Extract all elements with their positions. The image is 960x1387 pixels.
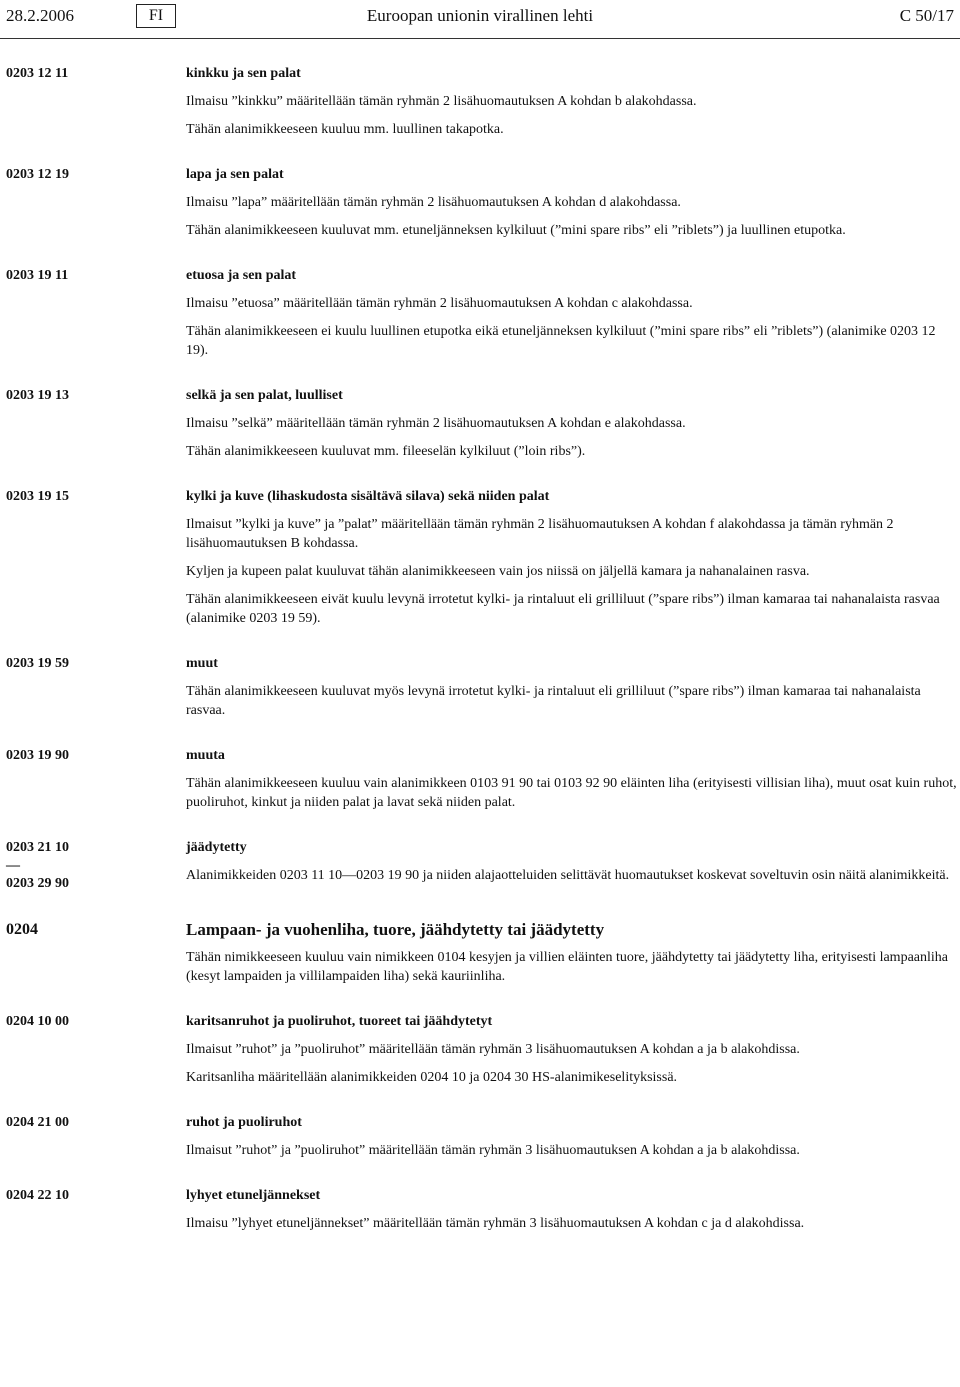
- entry-paragraph: Karitsanliha määritellään alanimikkeiden 0204 10 ja 0204 30 HS-alanimikeselityksissä.: [186, 1070, 678, 1085]
- entry-heading: etuosa ja sen palat: [186, 268, 297, 283]
- tariff-code: [0, 266, 186, 360]
- tariff-code-number: 0203 19 59: [6, 656, 69, 671]
- language-code-box: FI: [136, 4, 176, 28]
- entry-body: [186, 838, 960, 894]
- tariff-code: [0, 1186, 186, 1233]
- entry-paragraph: Ilmaisu ”selkä” määritellään tämän ryhmän 2 lisähuomautuksen A kohdan e alakohdassa.: [186, 416, 686, 431]
- tariff-code: [0, 920, 186, 986]
- entry-body: [186, 654, 960, 720]
- entry-body: [186, 1012, 960, 1087]
- entry-body: [186, 386, 960, 461]
- tariff-entry: [0, 386, 960, 461]
- tariff-code: [0, 386, 186, 461]
- publication-date: 28.2.2006: [6, 6, 74, 25]
- tariff-entry: [0, 920, 960, 986]
- tariff-code-number: 0203 21 10: [6, 840, 69, 855]
- entry-paragraph: Tähän alanimikkeeseen kuuluvat mm. etuneljänneksen kylkiluut (”mini spare ribs” eli ”riblets”) ja luullinen etupotka.: [186, 223, 846, 238]
- page-reference: C 50/17: [899, 6, 954, 25]
- entry-body: [186, 165, 960, 240]
- journal-title: Euroopan unionin virallinen lehti: [366, 6, 594, 25]
- tariff-entry: [0, 1012, 960, 1087]
- tariff-code-number: 0203 12 19: [6, 167, 69, 182]
- tariff-entry: [0, 1186, 960, 1233]
- entry-heading: ruhot ja puoliruhot: [186, 1115, 302, 1130]
- tariff-code: [0, 1012, 186, 1087]
- entry-paragraph: Ilmaisu ”etuosa” määritellään tämän ryhmän 2 lisähuomautuksen A kohdan c alakohdassa.: [186, 296, 693, 311]
- entry-heading: lapa ja sen palat: [186, 167, 284, 182]
- entry-paragraph: Tähän alanimikkeeseen kuuluu mm. luullinen takapotka.: [186, 122, 504, 137]
- tariff-entry: [0, 165, 960, 240]
- tariff-code-number: 0203 19 90: [6, 748, 69, 763]
- tariff-code-number: 0204 10 00: [6, 1014, 69, 1029]
- entry-paragraph: Ilmaisu ”lapa” määritellään tämän ryhmän 2 lisähuomautuksen A kohdan d alakohdassa.: [186, 195, 681, 210]
- entry-paragraph: Ilmaisu ”kinkku” määritellään tämän ryhmän 2 lisähuomautuksen A kohdan b alakohdassa.: [186, 94, 697, 109]
- entry-heading: karitsanruhot ja puoliruhot, tuoreet tai jäähdytetyt: [186, 1014, 493, 1029]
- tariff-code: [0, 64, 186, 139]
- header-rule: [0, 38, 960, 39]
- page-header: [0, 0, 960, 34]
- tariff-code-number: 0203 19 13: [6, 388, 69, 403]
- tariff-code: [0, 1113, 186, 1160]
- tariff-code: [0, 487, 186, 628]
- tariff-code-range-end: 0203 29 90: [6, 876, 69, 891]
- entry-body: [186, 64, 960, 139]
- tariff-code-number: 0204: [6, 921, 38, 938]
- tariff-entry: [0, 266, 960, 360]
- entry-paragraph: Ilmaisut ”ruhot” ja ”puoliruhot” määritellään tämän ryhmän 3 lisähuomautuksen A kohdan a ja b alakohdissa.: [186, 1143, 800, 1158]
- entry-heading: muuta: [186, 748, 225, 763]
- entry-heading: kylki ja kuve (lihaskudosta sisältävä silava) sekä niiden palat: [186, 489, 550, 504]
- tariff-code: [0, 746, 186, 812]
- entry-body: [186, 266, 960, 360]
- tariff-code: [0, 165, 186, 240]
- entry-heading: kinkku ja sen palat: [186, 66, 301, 81]
- tariff-entry: [0, 1113, 960, 1160]
- entry-paragraph: Ilmaisut ”ruhot” ja ”puoliruhot” määritellään tämän ryhmän 3 lisähuomautuksen A kohdan a ja b alakohdissa.: [186, 1042, 800, 1057]
- entry-paragraph: Ilmaisu ”lyhyet etuneljännekset” määritellään tämän ryhmän 3 lisähuomautuksen A kohdan c ja d alakohdissa.: [186, 1216, 805, 1231]
- entry-paragraph: Tähän alanimikkeeseen ei kuulu luullinen etupotka eikä etuneljänneksen kylkiluut (”mini spare ribs” eli ”riblets”) (alanimike 0203 12 19).: [186, 324, 936, 358]
- tariff-code: [0, 654, 186, 720]
- entry-paragraph: Tähän nimikkeeseen kuuluu vain nimikkeen 0104 kesyjen ja villien eläinten tuore, jäähdytetty tai jäädytetty liha, erityisesti lampaanliha (kesyt lampaiden ja villilampaiden liha) sekä kauriinliha.: [186, 950, 948, 984]
- entry-paragraph: Tähän alanimikkeeseen kuuluvat myös levynä irrotetut kylki- ja rintaluut eli grilliluut (”spare ribs”) ilman kamaraa tai nahanalaista rasvaa.: [186, 684, 921, 718]
- tariff-code-number: 0203 12 11: [6, 66, 69, 81]
- entry-heading: muut: [186, 656, 218, 671]
- tariff-entry: [0, 746, 960, 812]
- entry-body: [186, 746, 960, 812]
- entry-body: [186, 1186, 960, 1233]
- tariff-code-number: 0203 19 15: [6, 489, 69, 504]
- entry-paragraph: Alanimikkeiden 0203 11 10—0203 19 90 ja niiden alajaotteluiden selittävät huomautukset koskevat soveltuvin osin näitä alanimikkeitä.: [186, 868, 950, 883]
- tariff-entry: [0, 654, 960, 720]
- tariff-code-number: 0203 19 11: [6, 268, 69, 283]
- tariff-code-range-dash: —: [6, 858, 20, 873]
- tariff-code-number: 0204 22 10: [6, 1188, 69, 1203]
- tariff-entry: [0, 64, 960, 139]
- entry-paragraph: Tähän alanimikkeeseen kuuluu vain alanimikkeen 0103 91 90 tai 0103 92 90 eläinten liha (erityisesti villisian liha), muut osat kuin ruhot, puoliruhot, kinkut ja niiden palat ja lavat sekä niiden palat.: [186, 776, 957, 810]
- entry-paragraph: Tähän alanimikkeeseen kuuluvat mm. fileeselän kylkiluut (”loin ribs”).: [186, 444, 586, 459]
- entry-heading: selkä ja sen palat, luulliset: [186, 388, 343, 403]
- entry-paragraph: Kyljen ja kupeen palat kuuluvat tähän alanimikkeeseen vain jos niissä on jäljellä kamara ja nahanalainen rasva.: [186, 564, 810, 579]
- tariff-entry: [0, 838, 960, 894]
- explanatory-notes: [0, 64, 960, 1259]
- entry-body: [186, 1113, 960, 1160]
- entry-body: [186, 487, 960, 628]
- tariff-code-number: 0204 21 00: [6, 1115, 69, 1130]
- entry-paragraph: Tähän alanimikkeeseen eivät kuulu levynä irrotetut kylki- ja rintaluut eli grilliluut (”spare ribs”) ilman kamaraa tai nahanalaista rasvaa (alanimike 0203 19 59).: [186, 592, 940, 626]
- entry-paragraph: Ilmaisut ”kylki ja kuve” ja ”palat” määritellään tämän ryhmän 2 lisähuomautuksen A kohdan f alakohdassa ja tämän ryhmän 2 lisähuomautuksen B kohdassa.: [186, 517, 894, 551]
- tariff-code: [0, 838, 186, 894]
- entry-body: [186, 920, 960, 986]
- entry-heading: jäädytetty: [186, 840, 247, 855]
- tariff-entry: [0, 487, 960, 628]
- entry-heading: Lampaan- ja vuohenliha, tuore, jäähdytetty tai jäädytetty: [186, 920, 605, 939]
- entry-heading: lyhyet etuneljännekset: [186, 1188, 321, 1203]
